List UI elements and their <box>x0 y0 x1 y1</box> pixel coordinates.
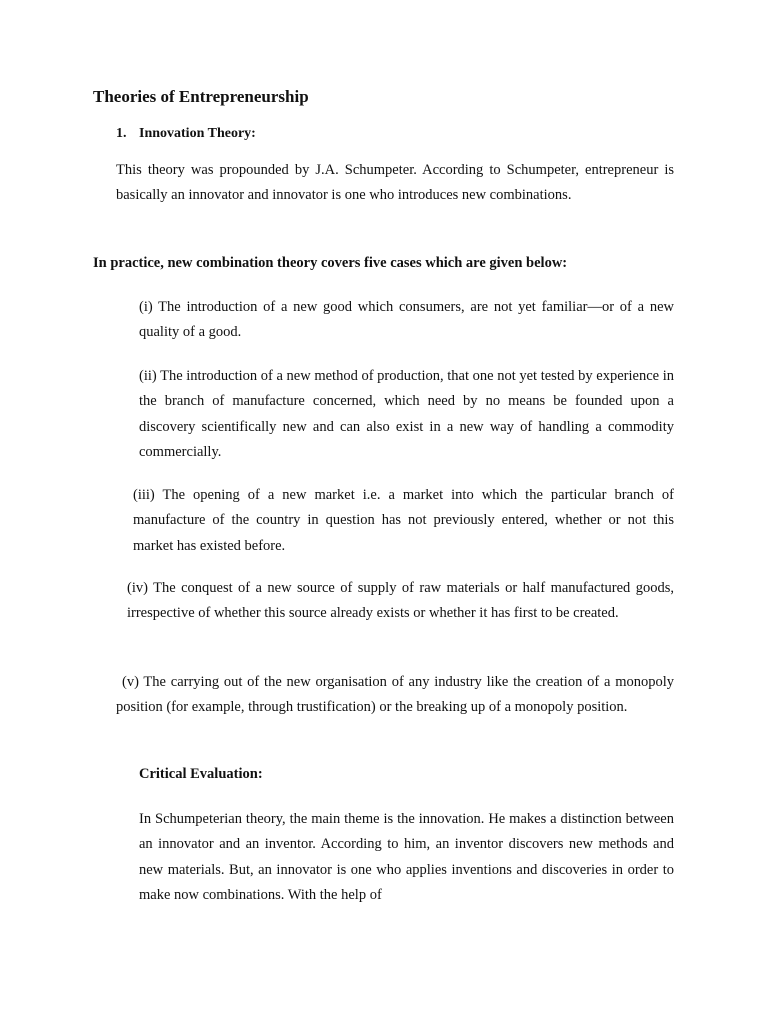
case-item-v: (v) The carrying out of the new organisation of any industry like the creation of a monopoly position (for example, through trustification) or the breaking up of a monopoly position. <box>116 674 674 716</box>
critical-evaluation-paragraph: In Schumpeterian theory, the main theme is the innovation. He makes a distinction between an innovator and an inventor. According to him, an inventor discovers new methods and new materials. But, an innovator is one who applies inventions and discoveries in order to make now combinations. With the help of <box>139 811 674 903</box>
case-item-iii: (iii) The opening of a new market i.e. a market into which the particular branch of manufacture of the country in question has not previously entered, whether or not this market has existed before. <box>133 487 674 554</box>
intro-paragraph: This theory was propounded by J.A. Schumpeter. According to Schumpeter, entrepreneur is basically an innovator and innovator is one who introduces new combinations. <box>116 162 674 204</box>
page-title: Theories of Entrepreneurship <box>93 87 309 106</box>
section-heading-text: Innovation Theory: <box>139 126 256 141</box>
cases-heading: In practice, new combination theory covers five cases which are given below: <box>93 255 568 271</box>
case-item-ii: (ii) The introduction of a new method of production, that one not yet tested by experience in the branch of manufacture concerned, which need by no means be founded upon a discovery scientifically new and can also exist in a new way of handling a commodity commercially. <box>139 368 674 460</box>
section-number: 1. <box>116 126 127 141</box>
case-item-i: (i) The introduction of a new good which consumers, are not yet familiar—or of a new quality of a good. <box>139 299 674 341</box>
critical-evaluation-heading: Critical Evaluation: <box>139 766 263 782</box>
case-item-iv: (iv) The conquest of a new source of supply of raw materials or half manufactured goods, irrespective of whether this source already exists or whether it has first to be created. <box>127 580 674 622</box>
section-heading-innovation-theory <box>116 126 256 142</box>
